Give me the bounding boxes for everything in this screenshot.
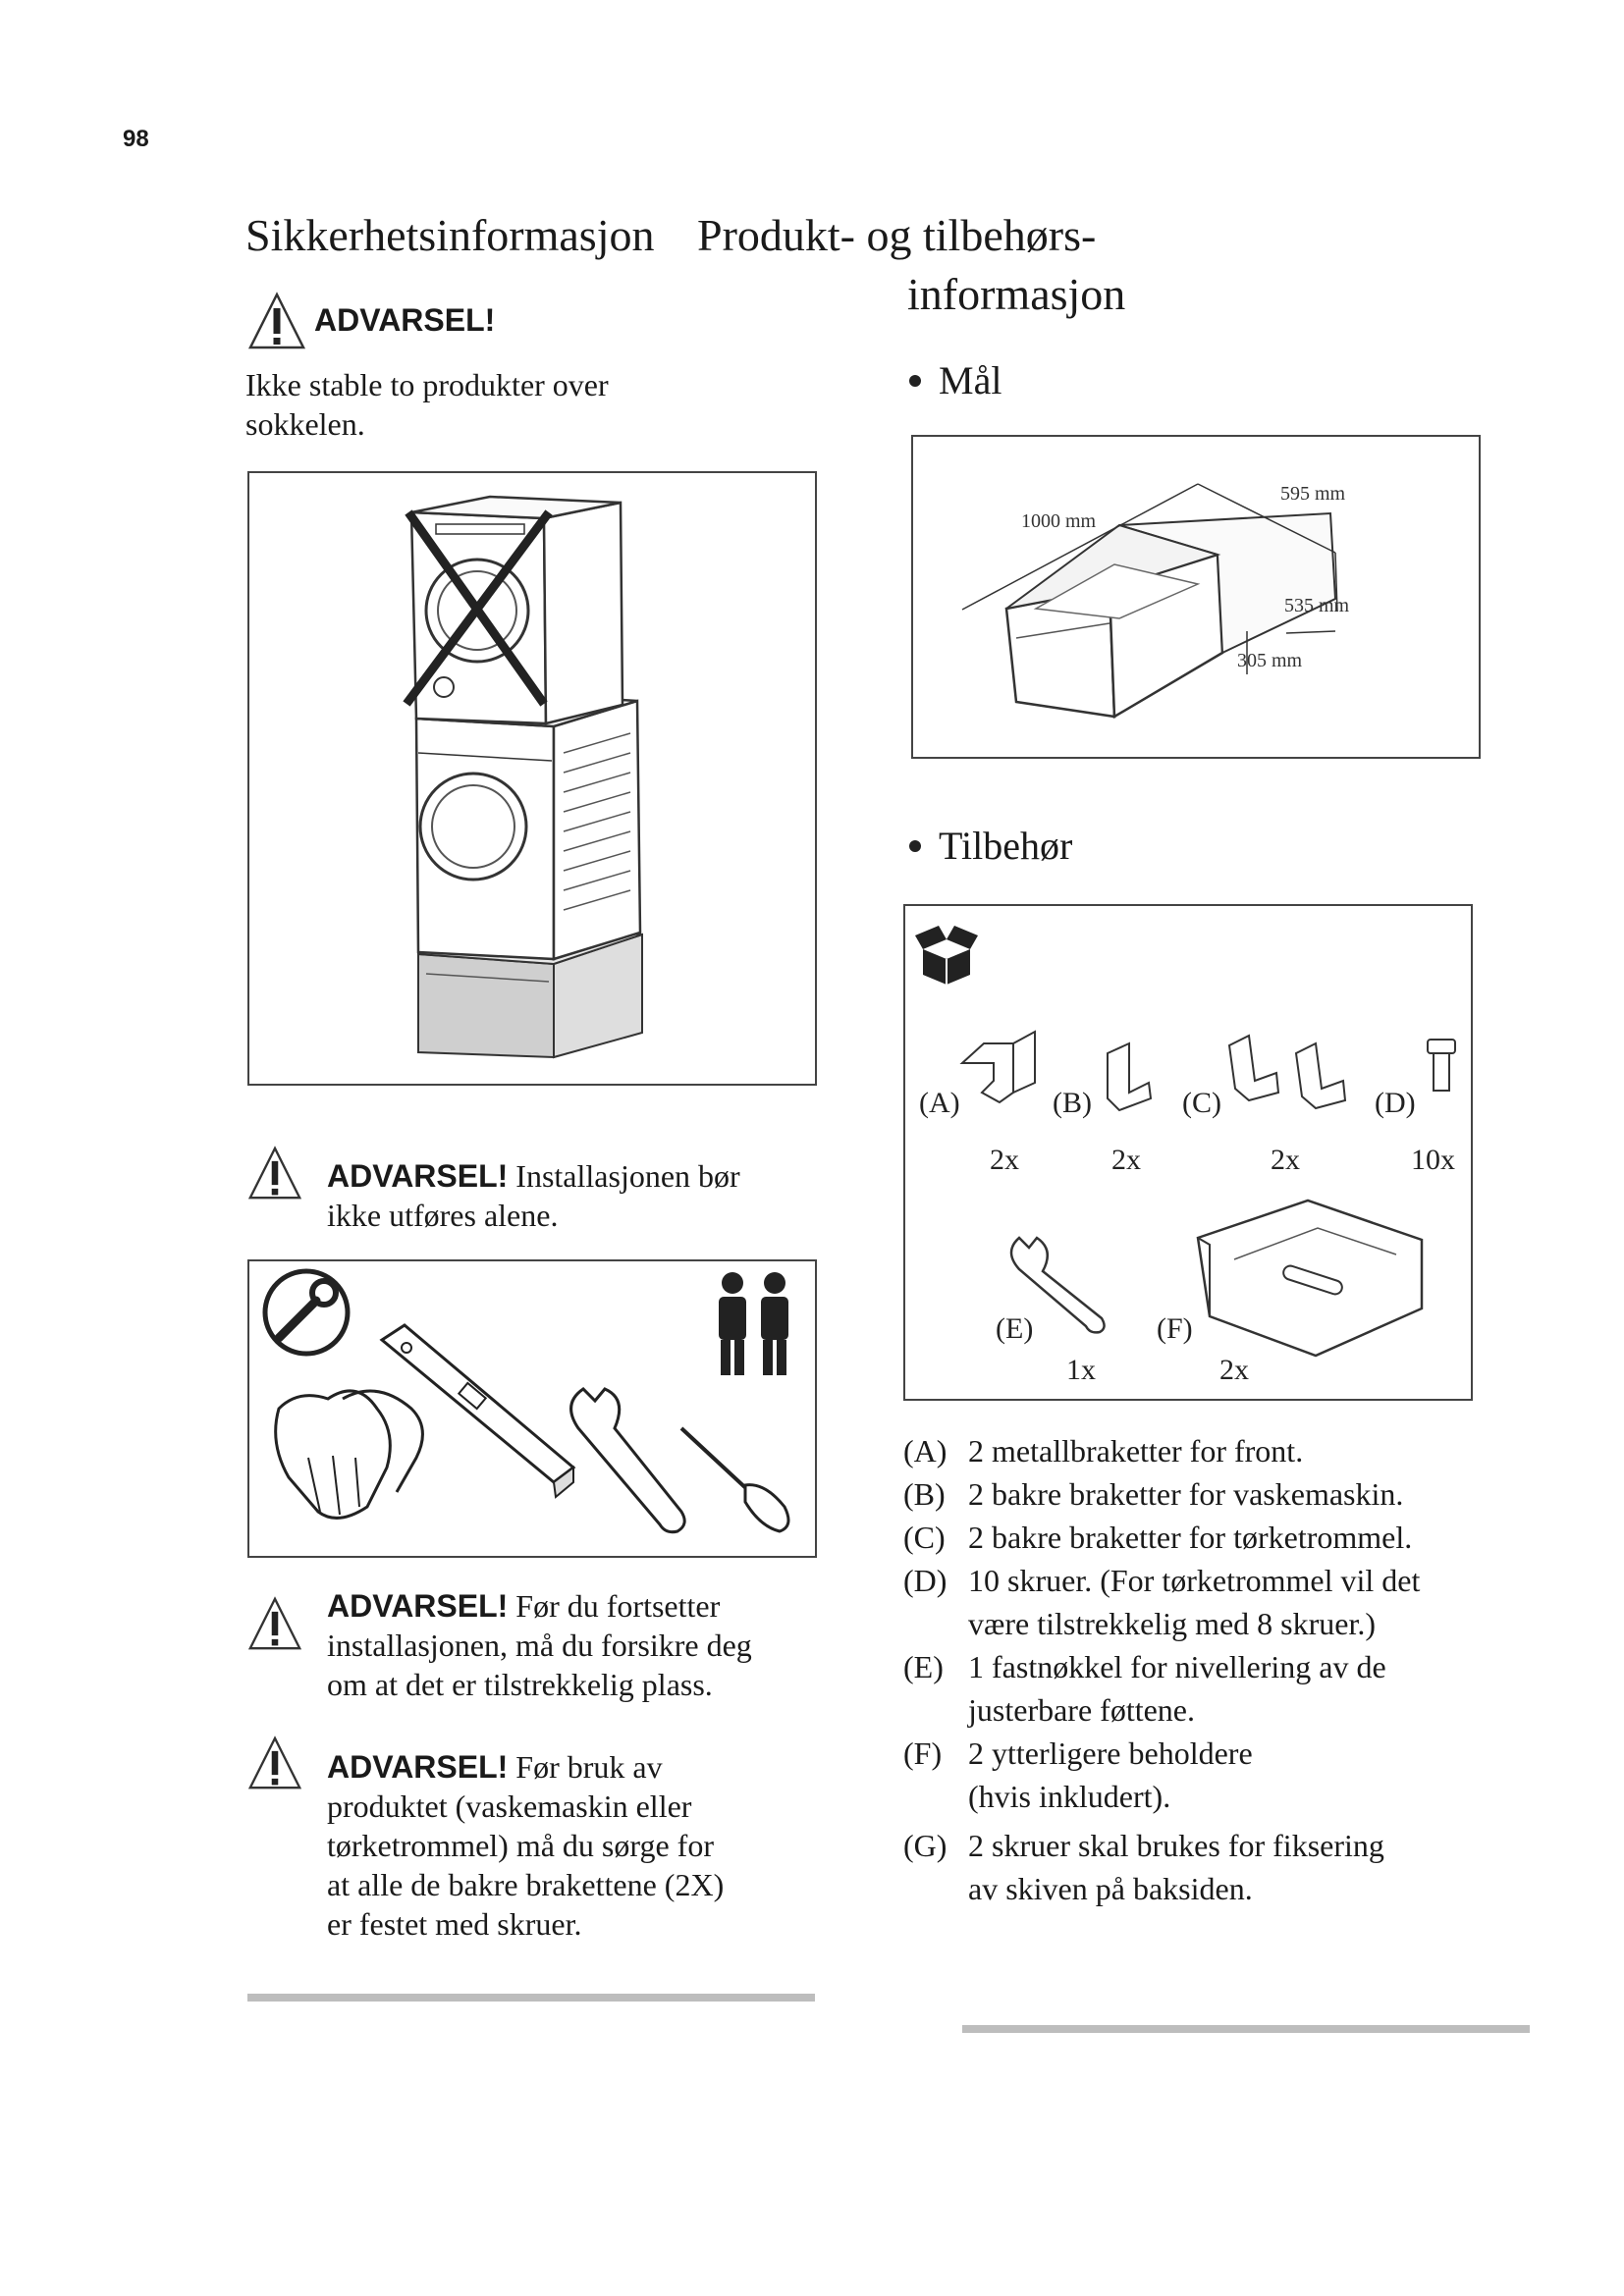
svg-text:595 mm: 595 mm <box>1280 483 1346 505</box>
svg-text:10x: 10x <box>1411 1144 1455 1176</box>
list-item-key: (A) <box>903 1433 947 1468</box>
list-item <box>903 1824 1453 1910</box>
svg-text:305 mm: 305 mm <box>1237 650 1303 671</box>
svg-text:1x: 1x <box>1066 1354 1096 1386</box>
right-heading-line1: Produkt- og tilbehørs- <box>697 210 1097 260</box>
warning-triangle-icon <box>247 1595 302 1657</box>
list-item-text: 1 fastnøkkel for nivellering av de justerbare føttene. <box>968 1649 1386 1728</box>
left-column-rule <box>247 1994 815 2002</box>
svg-text:(B): (B) <box>1053 1087 1092 1119</box>
list-item <box>903 1559 1453 1645</box>
list-item <box>903 1429 1453 1472</box>
svg-text:(F): (F) <box>1157 1312 1193 1345</box>
dimensions-illustration <box>911 435 1481 759</box>
right-heading-line2: informasjon <box>907 269 1126 319</box>
svg-text:(A): (A) <box>919 1087 960 1119</box>
svg-text:535 mm: 535 mm <box>1284 595 1350 616</box>
list-item-key: (G) <box>903 1828 947 1863</box>
svg-text:2x: 2x <box>1219 1354 1249 1386</box>
svg-text:2x: 2x <box>990 1144 1019 1176</box>
page-number: 98 <box>123 126 149 152</box>
two-persons-icon <box>719 1272 788 1375</box>
list-item-text: 2 metallbraketter for front. <box>968 1433 1304 1468</box>
dimensions-bullet: Mål <box>909 357 1001 403</box>
svg-text:(D): (D) <box>1375 1087 1416 1119</box>
list-item <box>903 1516 1453 1559</box>
list-item-key: (B) <box>903 1476 946 1512</box>
warning-label-1: ADVARSEL! <box>314 302 496 338</box>
list-item-text: 2 ytterligere beholdere (hvis inkludert). <box>968 1735 1253 1814</box>
right-column-rule <box>962 2025 1530 2033</box>
box-icon <box>915 926 978 985</box>
accessories-bullet: Tilbehør <box>909 823 1072 869</box>
list-item <box>903 1732 1453 1818</box>
list-item <box>903 1645 1453 1732</box>
list-item-key: (F) <box>903 1735 943 1771</box>
list-item <box>903 1472 1453 1516</box>
list-item-text: 2 bakre braketter for tørketrommel. <box>968 1520 1413 1555</box>
warning1-text: Ikke stable to produkter over sokkelen. <box>245 367 609 442</box>
svg-text:(E): (E) <box>996 1312 1034 1345</box>
left-heading: Sikkerhetsinformasjon <box>245 210 655 260</box>
svg-text:2x: 2x <box>1111 1144 1141 1176</box>
list-item-text: 10 skruer. (For tørketrommel vil det være tilstrekkelig med 8 skruer.) <box>968 1563 1421 1641</box>
warning4-text: ADVARSEL! Før bruk av produktet (vaskemaskin eller tørketrommel) må du sørge for at alle de bakre brakettene (2X) er festet med skruer. <box>327 1749 725 1942</box>
warning-triangle-icon <box>247 291 306 356</box>
warning3-text: ADVARSEL! Før du fortsetter installasjonen, må du forsikre deg om at det er tilstrekkelig plass. <box>327 1588 752 1702</box>
warning-triangle-icon <box>247 1735 302 1796</box>
tools-illustration <box>247 1259 817 1558</box>
list-item-text: 2 bakre braketter for vaskemaskin. <box>968 1476 1404 1512</box>
list-item-key: (E) <box>903 1649 944 1684</box>
warning2-text: ADVARSEL! Installasjonen bør ikke utføres alene. <box>327 1158 740 1233</box>
accessories-list <box>903 1429 1453 1910</box>
svg-text:2x: 2x <box>1271 1144 1300 1176</box>
svg-text:(C): (C) <box>1182 1087 1221 1119</box>
warning-triangle-icon <box>247 1145 302 1206</box>
wrench-circle-icon <box>265 1271 348 1354</box>
svg-text:1000 mm: 1000 mm <box>1021 510 1097 532</box>
stacked-machines-illustration <box>247 471 817 1086</box>
list-item-text: 2 skruer skal brukes for fiksering av skiven på baksiden. <box>968 1828 1384 1906</box>
list-item-key: (C) <box>903 1520 946 1555</box>
list-item-key: (D) <box>903 1563 947 1598</box>
accessories-illustration <box>903 904 1473 1401</box>
